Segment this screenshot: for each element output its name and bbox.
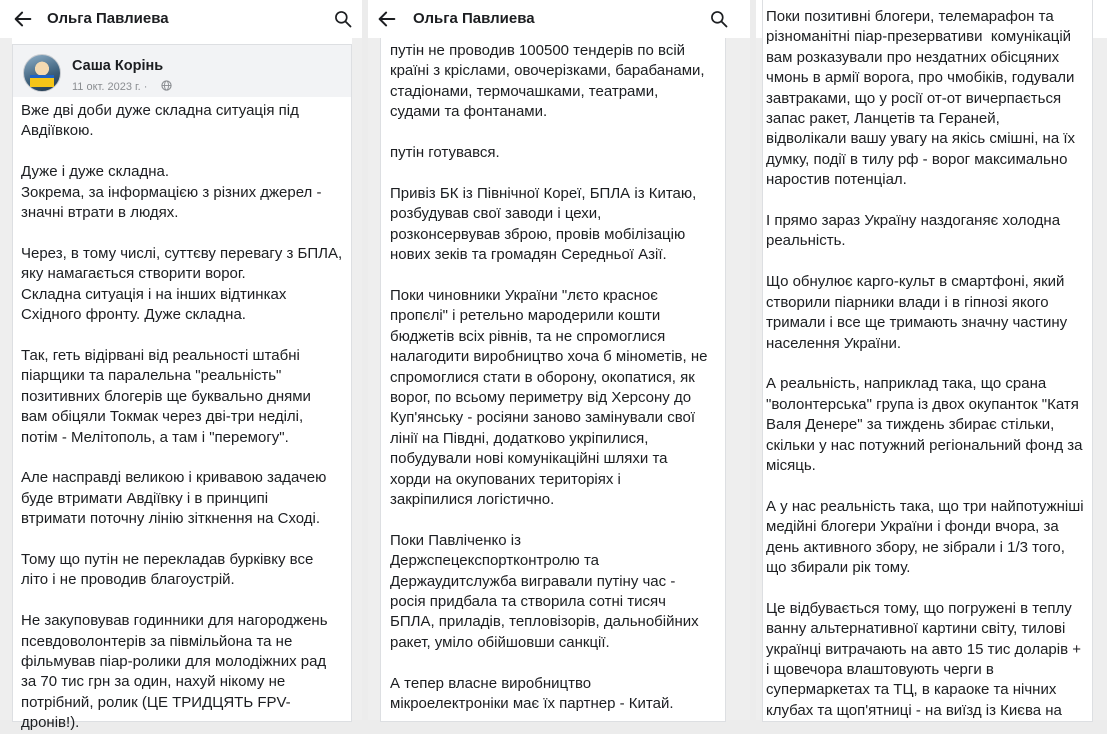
top-bar <box>0 0 362 38</box>
page-title: Ольга Павлиева <box>47 10 169 27</box>
arrow-left-icon[interactable] <box>376 8 398 30</box>
screenshot-panel-3 <box>756 0 1107 720</box>
screenshot-panel-2 <box>368 0 750 720</box>
post-text: Поки позитивні блогери, телемарафон та різноманітні піар-презервативи комунікацій вам розказували про нездатних обісцяних чмонь в армії ворога, про чмобіків, годували завтраками, що у росії от-от вичерпається запас ракет, Ланцетів та Гераней, відволікали вашу увагу на якісь смішні, на їх думку, події в тилу рф - ворог максимально наростив потенціал. І прямо зараз Україну наздоганяє холодна реальність. Що обнулює карго-культ в смартфоні, який створили піарники влади і в гіпнозі якого тримали і все ще тримають значну частину населення України. А реальність, наприклад така, що срана "волонтерська" група із двох окупанток "Катя Валя Денере" за тиждень збирає стільки, скільки у нас потужний регіональний фонд за місяць. А у нас реальність така, що три найпотужніші медійні блогери України і фонди вчора, за день активного збору, не зібрали і 1/3 того, що збирали рік тому. Це відбувається тому, що погружені в теплу ванну альтернативної картини світу, тилові українці витрачають на авто 15 тис доларів + і щовечора влаштовують черги в супермаркетах та ТЦ, в караоке та нічних клубах та щоп'ятниці - на виїзд із Києва на <box>766 8 1084 719</box>
globe-icon <box>161 80 172 91</box>
post-header <box>13 45 351 97</box>
search-icon[interactable] <box>709 9 729 29</box>
avatar[interactable] <box>23 54 61 92</box>
post-text: путін не проводив 100500 тендерів по всій країні з кріслами, овочерізками, барабанами, стадіонами, термочашками, театрами, судами та фонтанами. путін готувався. Привіз БК із Північної Кореї, БПЛА із Китаю, розбудував свої заводи і цехи, розконсервував зброю, провів мобілізацію нових зеків та громадян Середньої Азії. Поки чиновники України "лєто красноє пропєлі" і ретельно мародерили кошти бюджетів всіх рівнів, та не спромоглися налагодити виробництво хоча б мінометів, не спромоглися стати в оборону, окопатися, як ворог, по всьому периметру від Херсону до Куп'янську - росіяни заново замінували свої лінії на Півдні, додатково укріпилися, побудували нові комунікаційні шляхи та хорди на окупованих територіях і закріпилися логістично. Поки Павліченко із Держспецекспортконтролю та Держаудитслужба вигравали путіну час - росія придбала та створила сотні тисяч БПЛА, приладів, тепловізорів, дальнобійних ракет, уміло обійшовши санкції. А тепер власне виробництво мікроелектроніки має їх партнер - Китай. <box>390 42 708 712</box>
search-icon[interactable] <box>333 9 353 29</box>
post-date[interactable]: 11 окт. 2023 г. · <box>72 81 148 93</box>
post-text: Вже дві доби дуже складна ситуація під Авдіївкою. Дуже і дуже складна. Зокрема, за інформацією з різних джерел - значні втрати в людях. Через, в тому числі, суттєву перевагу з БПЛА, яку намагається створити ворог. Складна ситуація і на інших відтинках Східного фронту. Дуже складна. Так, геть відірвані від реальності штабні піарщики та паралельна "реальність" позитивних блогерів ще буквально днями вам обіцяли Токмак через дві-три неділі, потім - Мелітополь, а там і "перемогу". Але насправді великою і кривавою задачею буде втримати Авдіївку і в принципі втримати поточну лінію зіткнення на Сході. Тому що путін не перекладав бурківку все літо і не проводив благоустрій. Не закуповував годинники для нагороджень псевдоволонтерів за півмільйона та не фільмував піар-ролики для молодіжних рад за 70 тис грн за один, нахуй нікому не потрібний, ролик (ЦЕ ТРИДЦЯТЬ FPV- дронів!). <box>21 102 343 732</box>
top-bar <box>368 0 750 38</box>
post-author[interactable]: Саша Корінь <box>72 58 164 74</box>
arrow-left-icon[interactable] <box>12 8 34 30</box>
page-title: Ольга Павлиева <box>413 10 535 27</box>
screenshot-panel-1 <box>0 0 362 732</box>
